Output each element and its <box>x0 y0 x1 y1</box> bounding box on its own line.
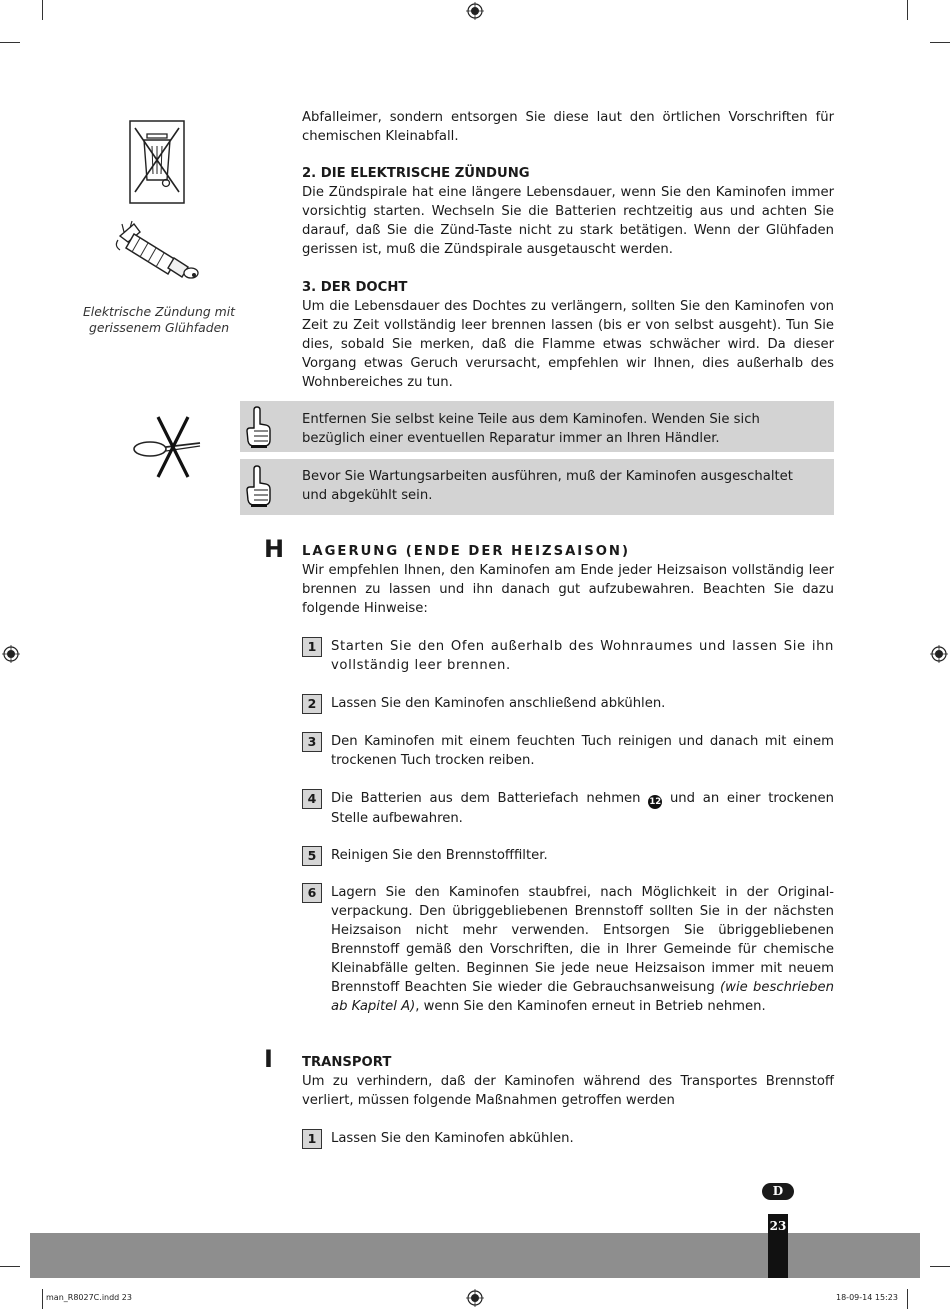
step-number: 3 <box>302 732 322 752</box>
registration-mark-icon <box>466 2 484 20</box>
section-letter: H <box>264 535 285 563</box>
step-number: 4 <box>302 789 322 809</box>
crop-mark <box>907 1289 908 1309</box>
step-text: Lassen Sie den Kaminofen anschließend abkühlen. <box>331 696 666 711</box>
ignition-heading: 2. DIE ELEKTRISCHE ZÜNDUNG <box>302 166 530 181</box>
step-text-part: , wenn Sie den Kaminofen erneut in Betrieb nehmen. <box>415 999 766 1014</box>
page-number: 23 <box>769 1219 787 1233</box>
section-title: LAGERUNG (ENDE DER HEIZSAISON) <box>302 544 630 559</box>
crop-mark <box>42 0 43 20</box>
step-text-italic: (wie beschrieben ab Kapitel A) <box>331 980 835 1014</box>
step-number: 1 <box>302 637 322 657</box>
file-slug: man_R8027C.indd 23 <box>46 1293 132 1302</box>
section-title: TRANSPORT <box>302 1055 392 1070</box>
crop-mark <box>42 1289 43 1309</box>
step-text: Lassen Sie den Kaminofen abkühlen. <box>331 1131 574 1146</box>
page-number-tab <box>768 1214 788 1278</box>
warning-text: Bevor Sie Wartungsarbeiten ausführen, muß der Kaminofen ausgeschaltet und abgekühlt sein. <box>302 469 793 503</box>
step-text-part: Die Batterien aus dem Batteriefach nehmen <box>331 791 649 806</box>
section-intro: Um zu verhindern, daß der Kaminofen während des Transportes Brennstoff verliert, müssen folgende Maßnahmen getroffen werden <box>302 1074 834 1108</box>
step-number: 6 <box>302 883 322 903</box>
registration-mark-icon <box>466 1289 484 1307</box>
registration-mark-icon <box>2 645 20 663</box>
step-text <box>331 883 834 1016</box>
reference-number-badge: 12 <box>649 797 662 807</box>
step-text: Den Kaminofen mit einem feuchten Tuch reinigen und danach mit einem trockenen Tuch trocken reiben. <box>331 734 834 768</box>
step-text <box>331 789 834 828</box>
pointing-hand-icon <box>245 464 271 508</box>
crop-mark <box>907 0 908 20</box>
step-number: 2 <box>302 694 322 714</box>
ignition-paragraph: Die Zündspirale hat eine längere Lebensdauer, wenn Sie den Kaminofen immer vorsichtig starten. Wechseln Sie die Batterien rechtzeitig aus und achten Sie darauf, daß Sie die Zünd-Taste nicht zu stark betätigen. Wenn der Glühfaden gerissen ist, muß die Zündspirale ausgetauscht werden. <box>302 185 834 257</box>
figure-caption <box>70 304 248 336</box>
figure-caption-line: gerissenem Glühfaden <box>88 320 230 335</box>
intro-paragraph: Abfalleimer, sondern entsorgen Sie diese laut den örtlichen Vorschriften für chemischen Kleinabfall. <box>302 110 834 144</box>
pointing-hand-icon <box>245 405 271 449</box>
registration-mark-icon <box>930 645 948 663</box>
wick-paragraph: Um die Lebensdauer des Dochtes zu verlängern, sollten Sie den Kaminofen von Zeit zu Zeit vollständig leer brennen lassen (bis er von selbst ausgeht). Tun Sie dies, sobald Sie merken, daß die Flamme etwas schwächer wird. Da dieser Vorgang etwas Geruch verursacht, empfehlen wir Ihnen, dies außerhalb des Wohnbereiches zu tun. <box>302 299 834 390</box>
print-timestamp: 18-09-14 15:23 <box>836 1293 898 1302</box>
step-text-part: Lagern Sie den Kaminofen staubfrei, nach Möglichkeit in der Original-verpackung. Den übriggebliebenen Brennstoff sollten Sie in der nächsten Heizsaison nicht mehr verwenden. Entsorgen Sie übriggebliebenen Brennstoff gemäß den Vorschriften, die in Ihrer Gemeinde für chemische Kleinabfälle gelten. Beginnen Sie jede neue Heizsaison immer mit neuem Brennstoff Beachten Sie wieder die Gebrauchsanweisung <box>331 885 834 995</box>
ignition-coil-icon <box>110 218 206 286</box>
step-text: Starten Sie den Ofen außerhalb des Wohnraumes und lassen Sie ihn vollständig leer brennen. <box>331 639 834 673</box>
crop-mark <box>930 42 950 43</box>
crop-mark <box>0 42 20 43</box>
section-intro: Wir empfehlen Ihnen, den Kaminofen am Ende jeder Heizsaison vollständig leer brennen zu lassen und ihn danach gut aufzubewahren. Beachten Sie dazu folgende Hinweise: <box>302 563 834 616</box>
crossed-out-bin-icon <box>129 120 185 204</box>
step-text: Reinigen Sie den Brennstofffilter. <box>331 848 548 863</box>
warning-box <box>240 401 834 452</box>
crop-mark <box>0 1266 20 1267</box>
step-text-part: und an einer trockenen Stelle aufbewahren. <box>331 791 834 826</box>
step-number: 1 <box>302 1129 322 1149</box>
figure-caption-line: Elektrische Zündung mit <box>82 304 236 319</box>
crop-mark <box>930 1266 950 1267</box>
section-letter: I <box>264 1045 273 1073</box>
warning-text: Entfernen Sie selbst keine Teile aus dem Kaminofen. Wenden Sie sich bezüglich einer eventuellen Reparatur immer an Ihren Händler. <box>302 412 760 446</box>
step-number: 5 <box>302 846 322 866</box>
wick-heading: 3. DER DOCHT <box>302 280 408 295</box>
language-badge: D <box>762 1183 794 1200</box>
no-screwdriver-icon <box>132 413 204 481</box>
warning-box <box>240 459 834 515</box>
